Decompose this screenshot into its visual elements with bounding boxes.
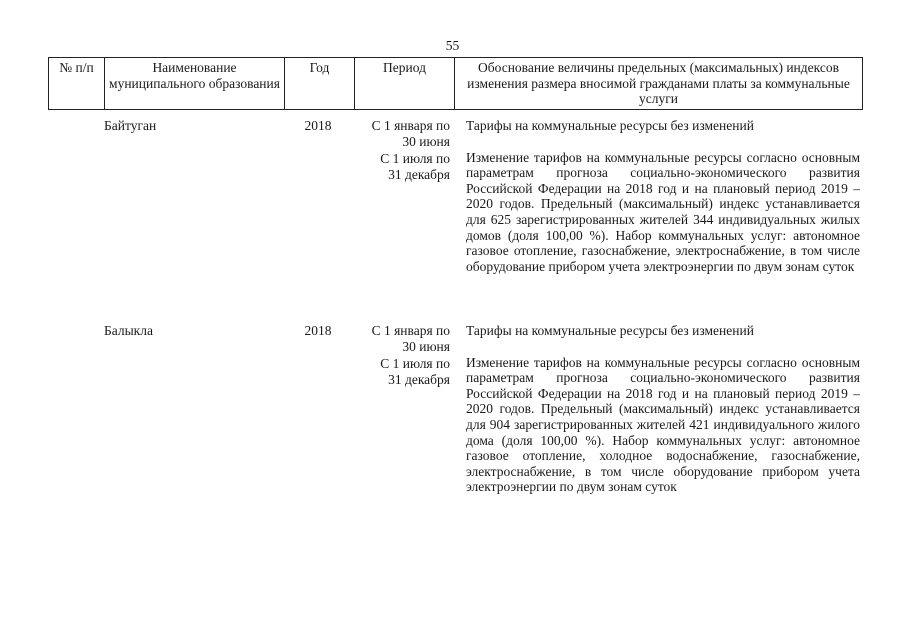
period-second-half: С 1 июля по 31 декабря <box>380 356 450 387</box>
row-name: Байтуган <box>104 118 157 133</box>
row-period <box>366 118 450 182</box>
header-year: Год <box>285 58 355 110</box>
period-first-half: С 1 января по 30 июня <box>371 118 450 149</box>
justification-first-half: Тарифы на коммунальные ресурсы без изменений <box>466 118 754 133</box>
table-header <box>48 57 863 110</box>
page-number: 55 <box>445 38 460 53</box>
header-period: Период <box>355 58 455 110</box>
period-first-half: С 1 января по 30 июня <box>371 323 450 354</box>
row-name: Балыкла <box>104 323 153 338</box>
row-period <box>366 323 450 387</box>
row-justification <box>466 118 860 274</box>
header-name: Наименование муниципального образования <box>105 58 285 110</box>
header-justification: Обоснование величины предельных (максимальных) индексов изменения размера вносимой гражданами платы за коммунальные услуги <box>455 58 863 110</box>
row-year: 2018 <box>304 118 332 133</box>
row-justification <box>466 323 860 495</box>
justification-first-half: Тарифы на коммунальные ресурсы без изменений <box>466 323 754 338</box>
header-num: № п/п <box>49 58 105 110</box>
period-second-half: С 1 июля по 31 декабря <box>380 151 450 182</box>
justification-second-half: Изменение тарифов на коммунальные ресурсы согласно основным параметрам прогноза социально-экономического развития Российской Федерации на 2018 год и на плановый период 2019 – 2020 годов. Предельный (максимальный) индекс устанавливается для 904 зарегистрированных жителей 421 индивидуального жилого дома (доля 100,00 %). Набор коммунальных услуг: автономное газовое отопление, холодное водоснабжение, газоснабжение, электроснабжение, в том числе оборудование прибором учета электроэнергии по двум зонам суток <box>466 354 860 495</box>
justification-second-half: Изменение тарифов на коммунальные ресурсы согласно основным параметрам прогноза социально-экономического развития Российской Федерации на 2018 год и на плановый период 2019 – 2020 годов. Предельный (максимальный) индекс устанавливается для 625 зарегистрированных жителей 344 индивидуальных жилых домов (доля 100,00 %). Набор коммунальных услуг: автономное газовое отопление, газоснабжение, электроснабжение, в том числе оборудование прибором учета электроэнергии по двум зонам суток <box>466 149 860 274</box>
row-year: 2018 <box>304 323 332 338</box>
